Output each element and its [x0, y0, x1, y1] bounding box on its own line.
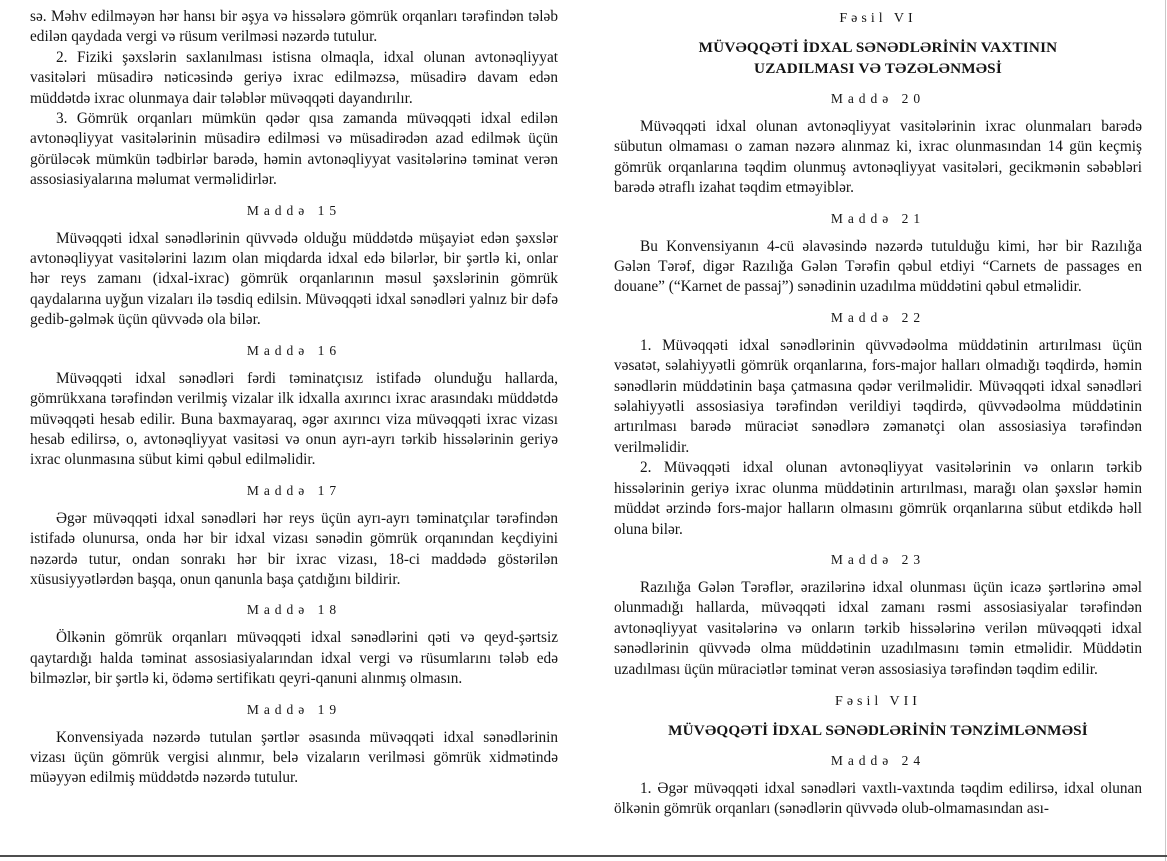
- article-heading: Maddə 20: [830, 91, 926, 106]
- article-heading: Maddə 21: [830, 210, 926, 226]
- paragraph: Konvensiyada nəzərdə tutulan şərtlər əsasında müvəqqəti idxal sənədlərinin vizası üçün gömrük vergisi alınmır, belə vizaların verilməsi gömrük xidmətində müəyyən edilmiş müddətdə nəzərdə tutulur.: [30, 728, 558, 787]
- page-edge-bottom-line: [0, 855, 1167, 857]
- article-heading: Maddə 15: [246, 202, 342, 218]
- paragraph: 2. Fiziki şəxslərin saxlanılması istisna olmaqla, idxal olunan avtonəqliyyat vasitələri müsadirə nəticəsində geriyə ixrac edilməzsə, müsadirə davam edən müddətdə ixrac olunmaya dair tələblər müvəqqəti dayandırılır.: [30, 48, 558, 107]
- page-edge-right-line: [1165, 0, 1166, 861]
- article-heading: Maddə 18: [246, 602, 342, 618]
- left-column: [30, 7, 558, 851]
- chapter-heading: Fəsil VII: [835, 693, 921, 709]
- paragraph: Əgər müvəqqəti idxal sənədləri hər reys üçün ayrı-ayrı təminatçılar tərəfindən istifadə olunursa, onda hər bir idxal vizası sənədin gömrük orqanından keçdiyini nəzərdə tutur, ondan sonrakı hər bir ixrac vizası, 18-ci maddədə göstərilən xüsusiyyətlərdən başqa, onun qanunla başa çatdığını bildirir.: [30, 509, 558, 588]
- article-heading: Maddə 23: [830, 551, 926, 567]
- article-heading: Maddə 24: [830, 752, 926, 768]
- paragraph: Razılığa Gələn Tərəflər, ərazilərinə idxal olunması üçün icazə şərtlərinə əməl olunmadığı hallarda, müvəqqəti idxal zamanı rəsmi assosiasiyalar tərəfindən avtonəqliyyat vasitələrinə və onların tərkib hissələrinə verilən müvəqqəti idxal sənədlərinin qüvvədə olma müddətinin uzadılmasını təmin etməlidir. Müddətin uzadılması üçün müraciətlər təminat verən assosiasiya tərəfindən təqdim edilir.: [614, 578, 1142, 678]
- paragraph: 2. Müvəqqəti idxal olunan avtonəqliyyat vasitələrinin və onların tərkib hissələrinin geriyə ixrac olunma müddətinin artırılması, marağı olan şəxslər həmin müddət ərzində fors-major halların olmasını gömrük orqanlarına sübut etdikdə həll oluna bilər.: [614, 459, 1142, 538]
- chapter-heading: Fəsil VI: [839, 11, 917, 26]
- paragraph: Ölkənin gömrük orqanları müvəqqəti idxal sənədlərini qəti və qeyd-şərtsiz qaytardığı halda təminat assosiasiyalarından idxal vergi və rüsumlarını tələb edə bilməzlər, bir şərtlə ki, ödəmə sertifikatı qeyri-qanuni alınmış olmasın.: [30, 629, 558, 688]
- right-column: [614, 7, 1142, 851]
- paragraph: Müvəqqəti idxal olunan avtonəqliyyat vasitələrinin ixrac olunmaları barədə sübutun olmaması o zaman nəzərə alınmaz ki, ixrac olunmasından 14 gün keçmiş gömrük orqanlarına təqdim olunmuş avtonəqliyyat vasitələri, gecikmənin səbəbləri barədə ətraflı izahat təqdim etməyiblər.: [614, 118, 1142, 197]
- paragraph: Müvəqqəti idxal sənədləri fərdi təminatçısız istifadə olunduğu hallarda, gömrükxana tərəfindən verilmiş vizalar ilk idxalla axırıncı ixrac arasındakı müddətdə müvəqqəti hesab edilir. Buna baxmayaraq, əgər axırıncı viza müvəqqəti ixrac vizası hesab edilirsə, o, avtonəqliyyat vasitəsi və onun ayrı-ayrı tərkib hissələrinin geriyə ixrac olunmasına sübut kimi qəbul edilməlidir.: [30, 369, 558, 469]
- paragraph: 1. Əgər müvəqqəti idxal sənədləri vaxtlı-vaxtında təqdim edilirsə, idxal olunan ölkənin gömrük orqanları (sənədlərin qüvvədə olub-olmamasından ası-: [614, 779, 1142, 818]
- paragraph-continuation: sə. Məhv edilməyən hər hansı bir əşya və hissələrə gömrük orqanları tərəfindən tələb edilən qaydada vergi və rüsum verilməsi nəzərdə tutulur.: [30, 8, 558, 46]
- article-heading: Maddə 17: [246, 482, 342, 498]
- paragraph: 3. Gömrük orqanları mümkün qədər qısa zamanda müvəqqəti idxal edilən avtonəqliyyat vasitələrinin müsadirə edilməsi və müsadirədən azad edilmək üçün görüləcək mümkün tədbirlər barədə, həmin avtonəqliyyat vasitələrinə təminat verən assosiasiyalarına məlumat verməlidirlər.: [30, 110, 558, 189]
- article-heading: Maddə 16: [246, 342, 342, 358]
- paragraph: Bu Konvensiyanın 4-cü əlavəsində nəzərdə tutulduğu kimi, hər bir Razılığa Gələn Tərəf, digər Razılığa Gələn Tərəfin qəbul etdiyi “Carnets de passages en douane” (“Karnet de passaj”) sənədinin uzadılma müddətini qəbul etməlidir.: [614, 237, 1142, 296]
- article-heading: Maddə 19: [246, 701, 342, 717]
- chapter-title: MÜVƏQQƏTİ İDXAL SƏNƏDLƏRİNİN VAXTININ UZADILMASI VƏ TƏZƏLƏNMƏSİ: [698, 39, 1058, 77]
- paragraph: 1. Müvəqqəti idxal sənədlərinin qüvvədəolma müddətinin artırılması üçün vəsatət, səlahiyyətli gömrük orqanlarına, fors-major halları olmadığı təqdirdə, həmin sənədlərin müddətinin başa çatmasına qədər verilməlidir. Müvəqqəti idxal sənədləri səlahiyyətli assosiasiya tərəfindən verildiyi təqdirdə, qüvvədəolma müddətinin artırılması barədə müraciət sənədlərə zəmanətçi olan assosiasiya tərəfindən verilməlidir.: [614, 336, 1142, 456]
- chapter-title: MÜVƏQQƏTİ İDXAL SƏNƏDLƏRİNİN TƏNZİMLƏNMƏSİ: [668, 721, 1088, 739]
- paragraph: Müvəqqəti idxal sənədlərinin qüvvədə olduğu müddətdə müşayiət edən şəxslər avtonəqliyyat vasitələrini lazım olan miqdarda idxal edə bilərlər, bir şərtlə ki, onlar hər reys zamanı (idxal-ixrac) gömrük orqanlarının məsul şəxslərinin gömrük qaydalarına uyğun vizaları ilə təsdiq edilsin. Müvəqqəti idxal sənədləri yalnız bir dəfə gedib-gəlmək üçün qüvvədə ola bilər.: [30, 229, 558, 329]
- article-heading: Maddə 22: [830, 309, 926, 325]
